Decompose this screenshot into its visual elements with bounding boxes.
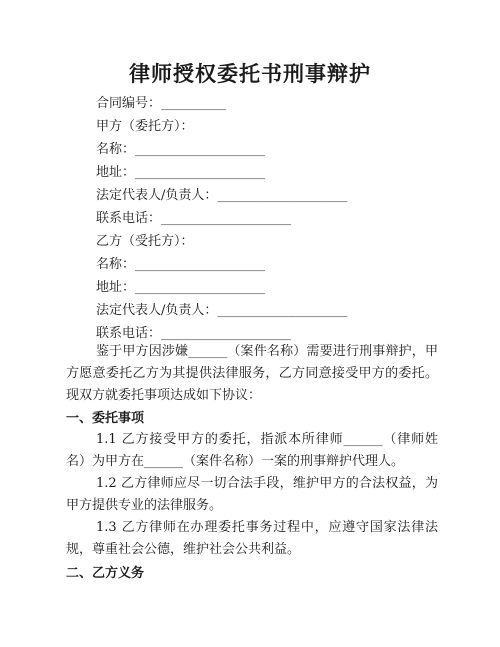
document-title: 律师授权委托书刑事辩护 — [129, 61, 371, 86]
clause-1-2: 1.2 乙方律师应尽一切合法手段，维护甲方的合法权益，为甲方提供专业的法律服务。 — [66, 476, 438, 513]
party-b-address-field — [96, 280, 265, 296]
field-label: 合同编号： — [96, 96, 162, 111]
party-b-heading — [96, 234, 194, 250]
party-a-representative-field — [96, 188, 347, 204]
section-heading-obligations: 二、乙方义务 — [66, 566, 145, 581]
field-blank: ____________________ — [135, 142, 266, 157]
party-b-name-field — [96, 257, 265, 273]
contract-number-field — [96, 96, 226, 112]
field-label: 地址： — [96, 280, 136, 295]
field-blank: ____________________ — [135, 280, 266, 295]
field-blank: ____________________ — [135, 257, 266, 272]
party-a-phone-field — [96, 211, 291, 227]
field-label: 乙方（受托方）： — [96, 234, 194, 249]
field-label: 法定代表人/负责人： — [96, 188, 218, 203]
party-a-address-field — [96, 165, 265, 181]
intro-paragraph: 鉴于甲方因涉嫌______（案件名称）需要进行刑事辩护，甲方愿意委托乙方为其提供法律服务，乙方同意接受甲方的委托。现双方就委托事项达成如下协议： — [66, 344, 438, 403]
field-label: 联系电话： — [96, 326, 162, 341]
party-a-name-field — [96, 142, 265, 158]
field-blank: ____________________ — [135, 165, 266, 180]
field-label: 名称： — [96, 257, 136, 272]
field-label: 名称： — [96, 142, 136, 157]
party-b-representative-field — [96, 303, 347, 319]
clause-1-3: 1.3 乙方律师在办理委托事务过程中，应遵守国家法律法规，尊重社会公德，维护社会公共利益。 — [66, 520, 438, 557]
party-b-phone-field — [96, 326, 291, 342]
field-blank: ____________________ — [217, 303, 348, 318]
field-blank: ____________________ — [161, 326, 292, 341]
field-blank: ____________________ — [161, 211, 292, 226]
clause-1-1: 1.1 乙方接受甲方的委托，指派本所律师______（律师姓名）为甲方在______（案件名称）一案的刑事辩护代理人。 — [66, 432, 438, 469]
field-blank: ____________________ — [217, 188, 348, 203]
field-blank: __________ — [161, 96, 227, 111]
field-label: 联系电话： — [96, 211, 162, 226]
section-heading-commission: 一、委托事项 — [66, 411, 145, 426]
field-label: 法定代表人/负责人： — [96, 303, 218, 318]
field-label: 甲方（委托方）： — [96, 119, 194, 134]
field-label: 地址： — [96, 165, 136, 180]
party-a-heading — [96, 119, 194, 135]
